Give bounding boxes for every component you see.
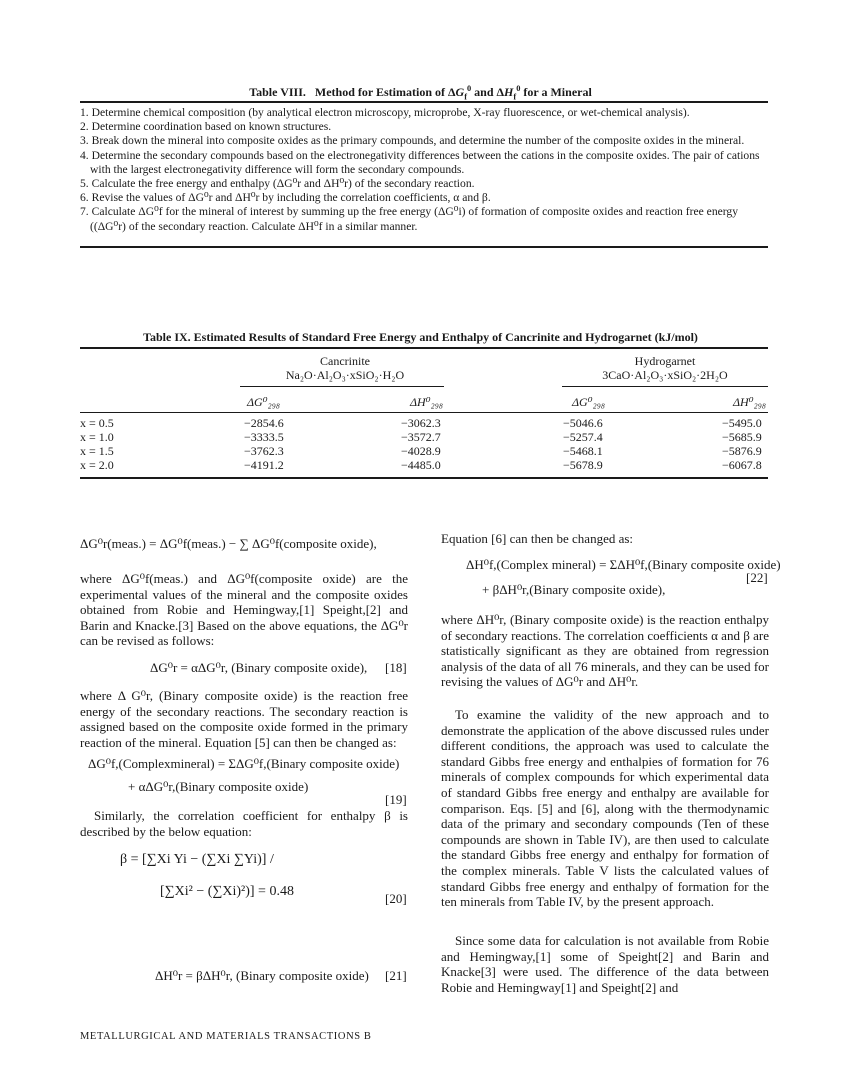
equation-22-line2: + βΔH⁰r,(Binary composite oxide), bbox=[482, 582, 666, 597]
table8-step: 6. Revise the values of ΔG⁰r and ΔH⁰r by including the correlation coefficients, α and β. bbox=[80, 191, 491, 205]
table-cell: −4485.0 bbox=[401, 458, 441, 472]
group-name: Cancrinite bbox=[320, 354, 370, 368]
table8-top-rule bbox=[80, 101, 768, 103]
equation-20-line2: [∑Xi² − (∑Xi)²)] = 0.48 bbox=[160, 884, 294, 899]
table9-bottom-rule bbox=[80, 477, 768, 479]
table-cell: −5876.9 bbox=[722, 444, 762, 458]
col-header: ΔG⁰₂₉₈ bbox=[572, 395, 606, 409]
table-cell: −4191.2 bbox=[244, 458, 284, 472]
running-footer: METALLURGICAL AND MATERIALS TRANSACTIONS B bbox=[80, 1031, 372, 1042]
table-cell: −5495.0 bbox=[722, 416, 762, 430]
paragraph: where Δ G⁰r, (Binary composite oxide) is the reaction free energy of the secondary reactions. The secondary reaction is assigned based on the composite oxide formed in the primary reaction of the mineral. Equation [5] can then be changed as: bbox=[80, 688, 408, 750]
table8-step: 1. Determine chemical composition (by analytical electron microscopy, microprobe, X-ray fluorescence, or wet-chemical analysis). bbox=[80, 106, 690, 119]
paragraph: Equation [6] can then be changed as: bbox=[441, 531, 634, 546]
paragraph: To examine the validity of the new approach and to demonstrate the application of the above discussed rules under different conditions, the approach was used to calculate the standard Gibbs free energy and enthalpies of formation for 76 minerals of complex compounds for which experimental data of standard Gibbs free energy and enthalpy are available for comparison. Eqs. [5] and [6], along with the thermodynamic data of the primary and secondary compounds (Ten of these compounds are shown in Table IV), are then used to calculate the standard Gibbs free energy and enthalpy for formation of the complex minerals. Table V lists the calculated values of standard Gibbs free energy and enthalpy of formation for the ten minerals from Table IV, by the present approach. bbox=[441, 707, 769, 910]
table-cell: −3062.3 bbox=[401, 416, 441, 430]
table-cell: −4028.9 bbox=[401, 444, 441, 458]
table-cell: −6067.8 bbox=[722, 458, 762, 472]
paragraph: Since some data for calculation is not available from Robie and Hemingway,[1] some of Speight[2] and Barin and Knacke[3] were used. The difference of the data between Robie and Hemingway[1] and Speight[2] and bbox=[441, 933, 769, 995]
equation-number: [18] bbox=[385, 660, 407, 675]
group-name: Hydrogarnet bbox=[634, 354, 696, 368]
row-label: x = 2.0 bbox=[80, 458, 114, 472]
paragraph: where ΔH⁰r, (Binary composite oxide) is the reaction enthalpy of secondary reactions. The correlation coefficients α and β are statistically significant as they are obtained from regression analysis of the data of all 76 minerals, and they can be used for revising the values of ΔG⁰r and ΔH⁰r. bbox=[441, 612, 769, 690]
equation-19-line1: ΔG⁰f,(Complexmineral) = ΣΔG⁰f,(Binary composite oxide) bbox=[88, 756, 400, 771]
equation-21: ΔH⁰r = βΔH⁰r, (Binary composite oxide) bbox=[155, 968, 369, 983]
table8-step: 5. Calculate the free energy and enthalpy (ΔG⁰r and ΔH⁰r) of the secondary reaction. bbox=[80, 177, 475, 191]
table-cell: −5046.6 bbox=[563, 416, 603, 430]
group-cancrinite bbox=[230, 354, 460, 382]
table8-step: 7. Calculate ΔG⁰f for the mineral of interest by summing up the free energy (ΔG⁰i) of formation of composite oxides and reaction free energy ((ΔG⁰r) of the secondary reaction. Calculate ΔH⁰f in a similar manner. bbox=[80, 205, 739, 233]
table-cell: −5257.4 bbox=[563, 430, 603, 444]
group-formula: Na₂O·Al₂O₃·xSiO₂·H₂O bbox=[285, 368, 405, 382]
table8-step: 4. Determine the secondary compounds based on the electronegativity differences between the cations in the composite oxides. The pair of cations with the largest electronegativity difference will form the secondary compounds. bbox=[80, 148, 760, 176]
equation-number: [22] bbox=[746, 570, 768, 585]
row-label: x = 1.0 bbox=[80, 430, 114, 444]
paragraph: Similarly, the correlation coefficient for enthalpy β is described by the below equation: bbox=[80, 808, 408, 839]
table-cell: −3572.7 bbox=[401, 430, 441, 444]
table-cell: −5468.1 bbox=[563, 444, 603, 458]
equation-top: ΔG⁰r(meas.) = ΔG⁰f(meas.) − ∑ ΔG⁰f(composite oxide), bbox=[80, 536, 377, 551]
group-hydrogarnet bbox=[560, 354, 770, 382]
equation-number: [21] bbox=[385, 968, 407, 983]
col-header: ΔG⁰₂₉₈ bbox=[247, 395, 281, 409]
table8-title: Table VIII. Method for Estimation of $\Delta G_f^0$ and $\Delta H_f^0$ for a Mineral bbox=[249, 84, 592, 102]
equation-18: ΔG⁰r = αΔG⁰r, (Binary composite oxide), bbox=[150, 660, 368, 675]
table9-top-rule bbox=[80, 347, 768, 349]
equation-19-line2: + αΔG⁰r,(Binary composite oxide) bbox=[128, 779, 309, 794]
row-label: x = 0.5 bbox=[80, 416, 114, 430]
paragraph: where ΔG⁰f(meas.) and ΔG⁰f(composite oxide) are the experimental values of the mineral and the composite oxides obtained from Robie and Hemingway,[1] Speight,[2] and Barin and Knacke.[3] Based on the above equations, the ΔG⁰r can be revised as follows: bbox=[80, 571, 408, 649]
equation-number: [20] bbox=[385, 891, 407, 906]
group-rule-cancrinite bbox=[240, 386, 444, 387]
table8-steps bbox=[80, 106, 770, 234]
group-formula: 3CaO·Al₂O₃·xSiO₂·2H₂O bbox=[602, 368, 728, 382]
table-cell: −5685.9 bbox=[722, 430, 762, 444]
table-cell: −5678.9 bbox=[563, 458, 603, 472]
col-header: ΔH⁰₂₉₈ bbox=[410, 395, 444, 409]
equation-number: [19] bbox=[385, 792, 407, 807]
group-rule-hydrogarnet bbox=[562, 386, 768, 387]
table8-bottom-rule bbox=[80, 246, 768, 248]
equation-20-line1: β = [∑Xi Yi − (∑Xi ∑Yi)] / bbox=[120, 852, 274, 867]
table-cell: −3333.5 bbox=[244, 430, 284, 444]
equation-22-line1: ΔH⁰f,(Complex mineral) = ΣΔH⁰f,(Binary composite oxide) bbox=[466, 557, 781, 572]
row-label: x = 1.5 bbox=[80, 444, 114, 458]
table-cell: −3762.3 bbox=[244, 444, 284, 458]
table9-title: Table IX. Estimated Results of Standard Free Energy and Enthalpy of Cancrinite and Hydrogarnet (kJ/mol) bbox=[143, 330, 698, 344]
table9-header-rule bbox=[80, 412, 768, 413]
table-cell: −2854.6 bbox=[244, 416, 284, 430]
table8-step: 2. Determine coordination based on known structures. bbox=[80, 120, 332, 134]
table8-step: 3. Break down the mineral into composite oxides as the primary compounds, and determine the number of the composite oxides in the mineral. bbox=[80, 134, 745, 148]
col-header: ΔH⁰₂₉₈ bbox=[733, 395, 767, 409]
